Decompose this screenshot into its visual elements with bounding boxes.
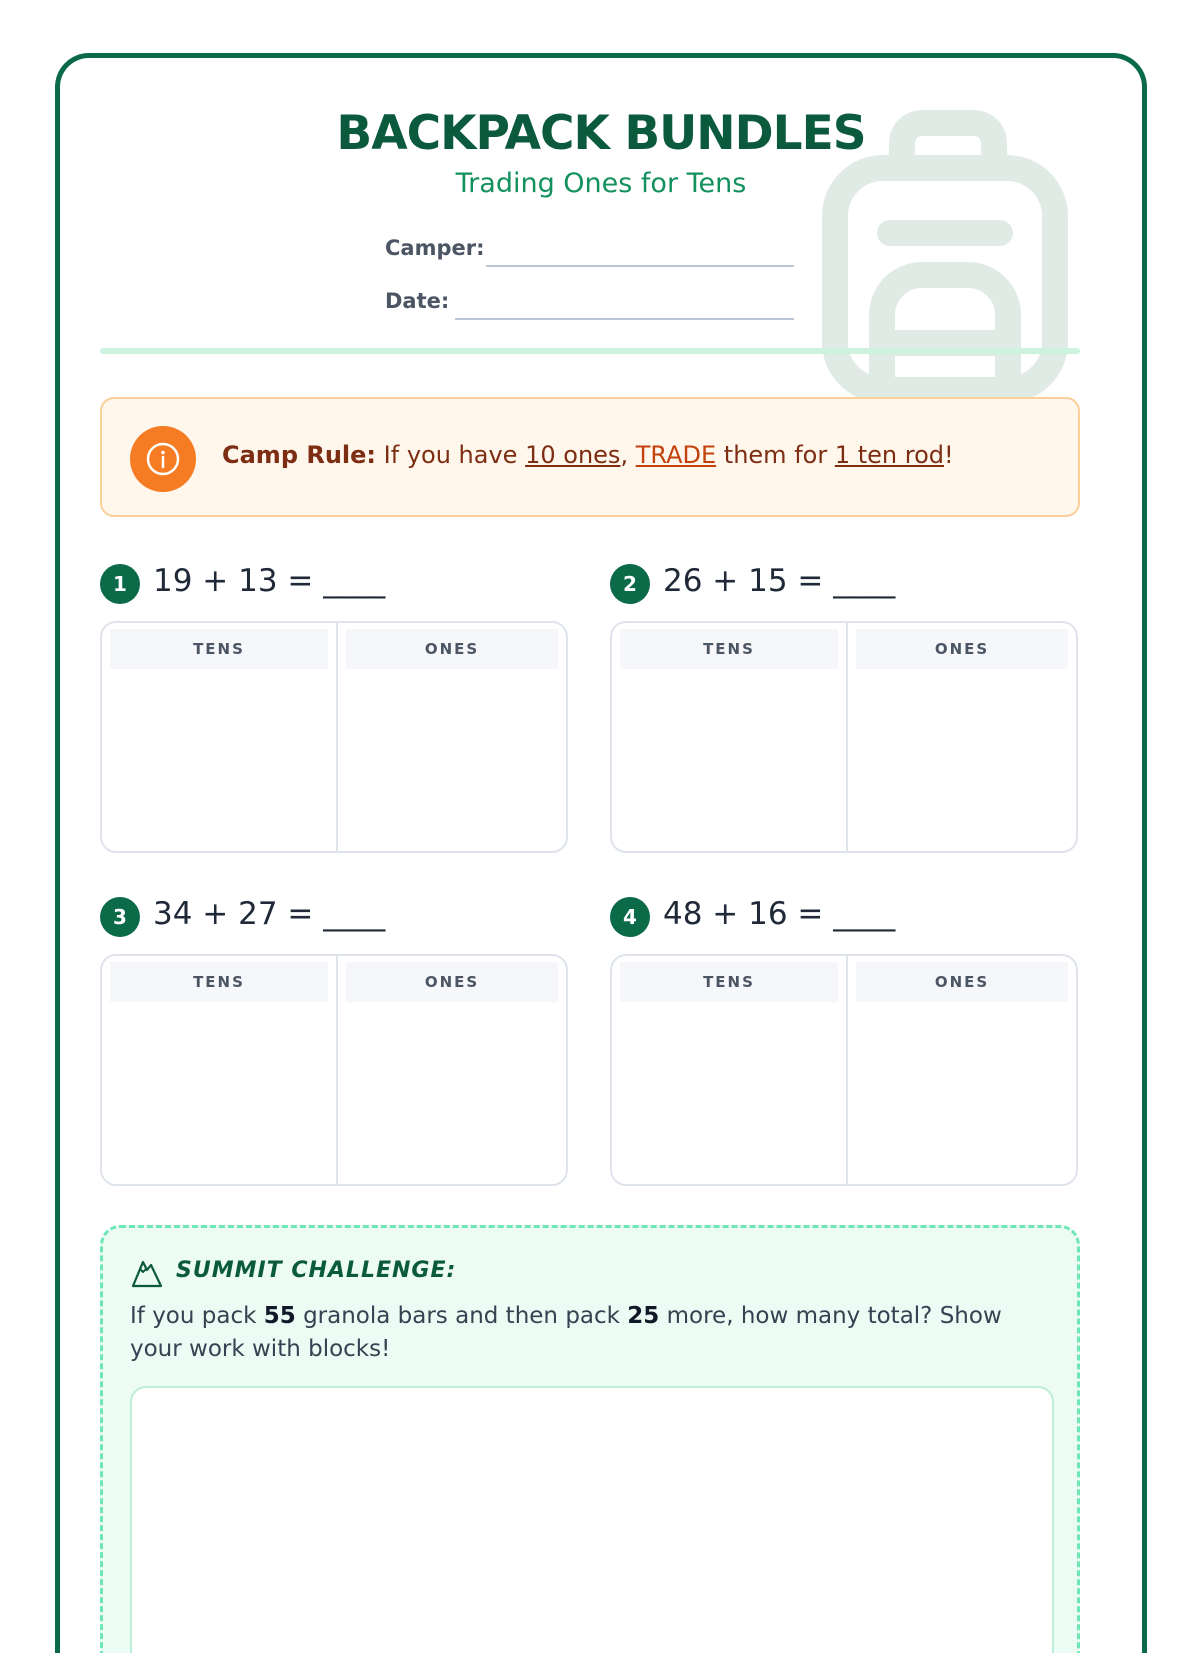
- problem-equation: 34 + 27 = ____: [153, 896, 386, 932]
- summit-challenge-box: [100, 1225, 1080, 1653]
- problem-number-badge: 2: [610, 564, 650, 604]
- summit-number: 55: [263, 1303, 296, 1329]
- camp-rule-label: Camp Rule:: [222, 441, 377, 469]
- rule-end: !: [944, 441, 954, 469]
- camper-field[interactable]: [486, 265, 794, 267]
- rule-comma: ,: [620, 441, 629, 469]
- ones-column[interactable]: [338, 956, 566, 1184]
- info-icon: [130, 426, 196, 492]
- problem-number-badge: 1: [100, 564, 140, 604]
- place-value-chart[interactable]: [610, 954, 1078, 1186]
- tens-column[interactable]: [102, 623, 338, 851]
- place-value-chart[interactable]: [610, 621, 1078, 853]
- ones-header: ONES: [856, 962, 1068, 1002]
- ones-header: ONES: [346, 962, 558, 1002]
- ones-header: ONES: [346, 629, 558, 669]
- tens-column[interactable]: [612, 956, 848, 1184]
- problem-number-badge: 3: [100, 897, 140, 937]
- ones-header: ONES: [856, 629, 1068, 669]
- header-divider: [100, 348, 1080, 354]
- ones-column[interactable]: [848, 956, 1076, 1184]
- camp-rule-callout: [100, 397, 1080, 517]
- ones-column[interactable]: [848, 623, 1076, 851]
- rule-ones: 10 ones: [525, 441, 621, 469]
- ones-column[interactable]: [338, 623, 566, 851]
- rule-ten-rod: 1 ten rod: [834, 441, 945, 469]
- summit-text-part: If you pack: [130, 1303, 257, 1329]
- summit-text-part: granola bars and then pack: [303, 1303, 620, 1329]
- tens-header: TENS: [620, 962, 838, 1002]
- rule-text-part: them for: [723, 441, 828, 469]
- mountain-icon: [131, 1258, 163, 1288]
- tens-column[interactable]: [612, 623, 848, 851]
- camper-label: Camper:: [385, 236, 485, 260]
- problem-number-badge: 4: [610, 897, 650, 937]
- date-label: Date:: [385, 289, 450, 313]
- summit-question: [130, 1300, 1030, 1366]
- page-subtitle: Trading Ones for Tens: [455, 168, 747, 199]
- rule-text-part: If you have: [383, 441, 518, 469]
- summit-text-part: more, how many total? Show your work with blocks!: [130, 1303, 1002, 1362]
- problem-equation: 48 + 16 = ____: [663, 896, 896, 932]
- rule-trade: TRADE: [635, 441, 717, 469]
- summit-number: 25: [627, 1303, 660, 1329]
- date-field[interactable]: [455, 318, 794, 320]
- work-area[interactable]: [130, 1386, 1054, 1653]
- problem-equation: 19 + 13 = ____: [153, 563, 386, 599]
- problem-equation: 26 + 15 = ____: [663, 563, 896, 599]
- camp-rule-text: [222, 441, 954, 469]
- place-value-chart[interactable]: [100, 954, 568, 1186]
- tens-header: TENS: [110, 629, 328, 669]
- place-value-chart[interactable]: [100, 621, 568, 853]
- worksheet-page: [55, 53, 1147, 1653]
- tens-header: TENS: [620, 629, 838, 669]
- tens-header: TENS: [110, 962, 328, 1002]
- summit-title: SUMMIT CHALLENGE:: [176, 1258, 457, 1283]
- tens-column[interactable]: [102, 956, 338, 1184]
- page-title: BACKPACK BUNDLES: [336, 106, 866, 161]
